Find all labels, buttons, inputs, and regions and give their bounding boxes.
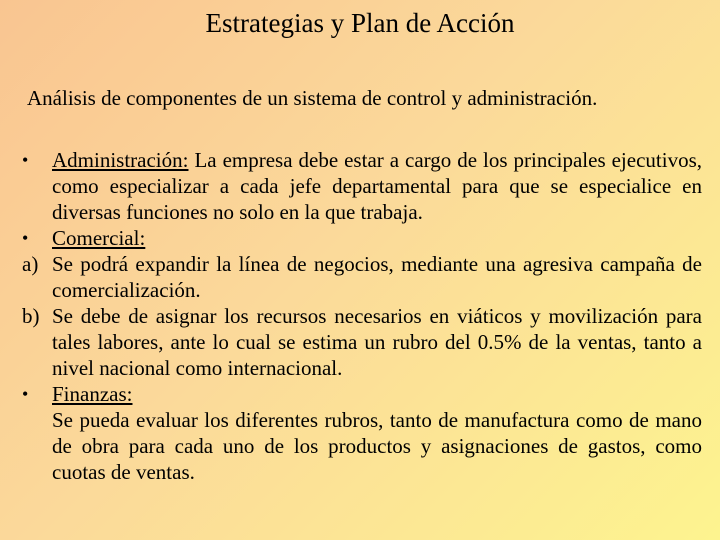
list-marker-a: a) bbox=[22, 252, 39, 276]
slide-subtitle: Análisis de componentes de un sistema de control y administración. bbox=[27, 86, 598, 110]
list-item-text: Se podrá expandir la línea de negocios, mediante una agresiva campaña de comercialización. bbox=[52, 252, 702, 302]
section-label-finanzas: Finanzas: bbox=[52, 382, 133, 406]
section-label-administracion: Administración: bbox=[52, 148, 189, 172]
list-item-body bbox=[52, 147, 702, 225]
list-item-text: Se debe de asignar los recursos necesarios en viáticos y movilización para tales labores, ante lo cual se estima un rubro del 0.5% de la ventas, tanto a nivel nacional como internacional. bbox=[52, 304, 702, 380]
list-item-administracion bbox=[22, 147, 702, 225]
list-item-body bbox=[52, 225, 702, 251]
slide-title: Estrategias y Plan de Acción bbox=[205, 8, 515, 38]
section-label-comercial: Comercial: bbox=[52, 226, 146, 250]
list-item-finanzas bbox=[22, 381, 702, 407]
list-item-comercial bbox=[22, 225, 702, 251]
list-item-comercial-b bbox=[22, 303, 702, 381]
list-item-text: La empresa debe estar a cargo de los principales ejecutivos, como especializar a cada jefe departamental para que se especialice en diversas funciones no solo en la que trabaja. bbox=[52, 148, 702, 224]
bullet-list bbox=[22, 147, 702, 485]
list-item-finanzas-text bbox=[22, 407, 702, 485]
bullet-marker: • bbox=[22, 150, 29, 170]
list-marker-b: b) bbox=[22, 304, 40, 328]
bullet-marker: • bbox=[22, 228, 29, 248]
list-item-text: Se pueda evaluar los diferentes rubros, tanto de manufactura como de mano de obra para cada uno de los productos y asignaciones de gastos, como cuotas de ventas. bbox=[52, 408, 702, 484]
bullet-marker: • bbox=[22, 384, 29, 404]
list-marker-empty bbox=[22, 407, 52, 485]
list-item-comercial-a bbox=[22, 251, 702, 303]
list-item-body bbox=[52, 381, 702, 407]
